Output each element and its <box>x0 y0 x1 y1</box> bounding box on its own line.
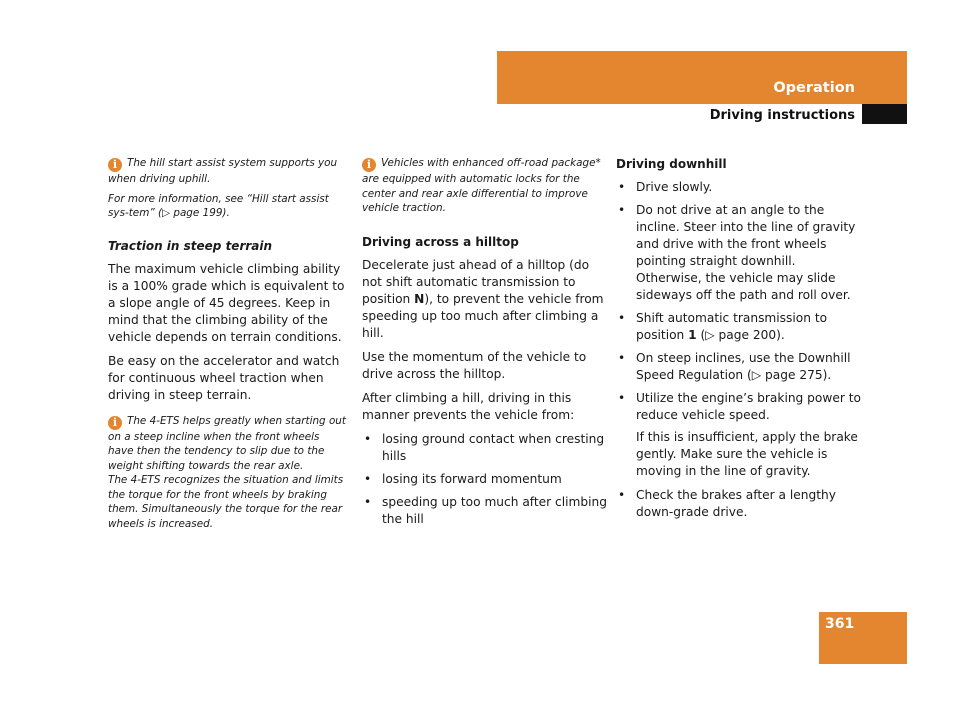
header-bar <box>497 51 907 104</box>
gear-position: 1 <box>688 328 697 342</box>
traction-paragraph-2: Be easy on the accelerator and watch for continuous wheel traction when driving in steep terrain. <box>108 353 340 402</box>
page-number: 361 <box>825 616 855 632</box>
text-part: (▷ page 200). <box>696 328 785 342</box>
list-item: • On steep inclines, use the Downhill Speed Regulation (▷ page 275). <box>616 350 861 384</box>
info-note-4ets <box>108 414 348 474</box>
note-text: The 4-ETS helps greatly when starting out on a steep incline when the front wheels have then the tendency to slip due to the weight shifting towards the rear axle. <box>108 414 346 472</box>
column-2 <box>362 156 607 534</box>
traction-heading: Traction in steep terrain <box>108 238 273 253</box>
list-item-continuation: If this is insufficient, apply the brake gently. Make sure the vehicle is moving in the line of gravity. <box>636 430 858 478</box>
hilltop-paragraph-2: Use the momentum of the vehicle to drive across the hilltop. <box>362 349 587 381</box>
info-icon: i <box>362 158 376 172</box>
list-item: • losing ground contact when cresting hills <box>362 431 607 465</box>
gear-position: N <box>414 291 425 306</box>
list-item: • Check the brakes after a lengthy down-grade drive. <box>616 487 861 521</box>
traction-paragraph-1: The maximum vehicle climbing ability is a 100% grade which is equivalent to a slope angle of 45 degrees. Keep in mind that the climbing ability of the vehicle depends on terrain conditions. <box>108 261 345 344</box>
hilltop-heading: Driving across a hilltop <box>362 234 519 249</box>
column-1 <box>108 156 348 536</box>
subsection-title: Driving instructions <box>709 108 855 123</box>
info-note-offroad <box>362 156 607 216</box>
note-4ets-continued: The 4-ETS recognizes the situation and limits the torque for the front wheels by braking them. Simultaneously the torque for the rear wheels is increased. <box>108 474 344 530</box>
page-number-box <box>819 612 907 664</box>
list-item: • losing its forward momentum <box>362 471 607 488</box>
note-text: Vehicles with enhanced off-road package* are equipped with automatic locks for the center and rear axle differential to improve vehicle traction. <box>362 157 601 214</box>
note-text: The hill start assist system supports you when driving uphill. <box>108 157 338 185</box>
text-part: Decelerate just ahead of a hilltop (do not shift automatic transmission to position <box>362 257 590 306</box>
info-icon: i <box>108 416 122 430</box>
list-item: • Utilize the engine’s braking power to reduce vehicle speed. <box>616 390 861 424</box>
list-item: • Drive slowly. <box>616 179 861 196</box>
section-title: Operation <box>773 80 855 96</box>
hilltop-paragraph-3: After climbing a hill, driving in this manner prevents the vehicle from: <box>362 390 575 422</box>
list-item <box>616 310 861 344</box>
list-item: • speeding up too much after climbing the hill <box>362 494 607 528</box>
text-part: Shift automatic transmission to position <box>636 311 828 342</box>
text-part: ), to prevent the vehicle from speeding up too much after climbing a hill. <box>362 291 604 340</box>
downhill-heading: Driving downhill <box>616 157 727 171</box>
info-note-hill-start <box>108 156 348 187</box>
hilltop-paragraph-1 <box>362 257 607 342</box>
info-icon: i <box>108 158 122 172</box>
note-reference: For more information, see “Hill start assist sys-tem” (▷ page 199). <box>108 192 329 219</box>
column-3 <box>616 156 861 527</box>
list-item: • Do not drive at an angle to the incline. Steer into the line of gravity and drive with the front wheels pointing straight downhill. Otherwise, the vehicle may slide sideways off the path and roll over. <box>616 202 861 304</box>
header-tab-marker <box>862 104 907 124</box>
